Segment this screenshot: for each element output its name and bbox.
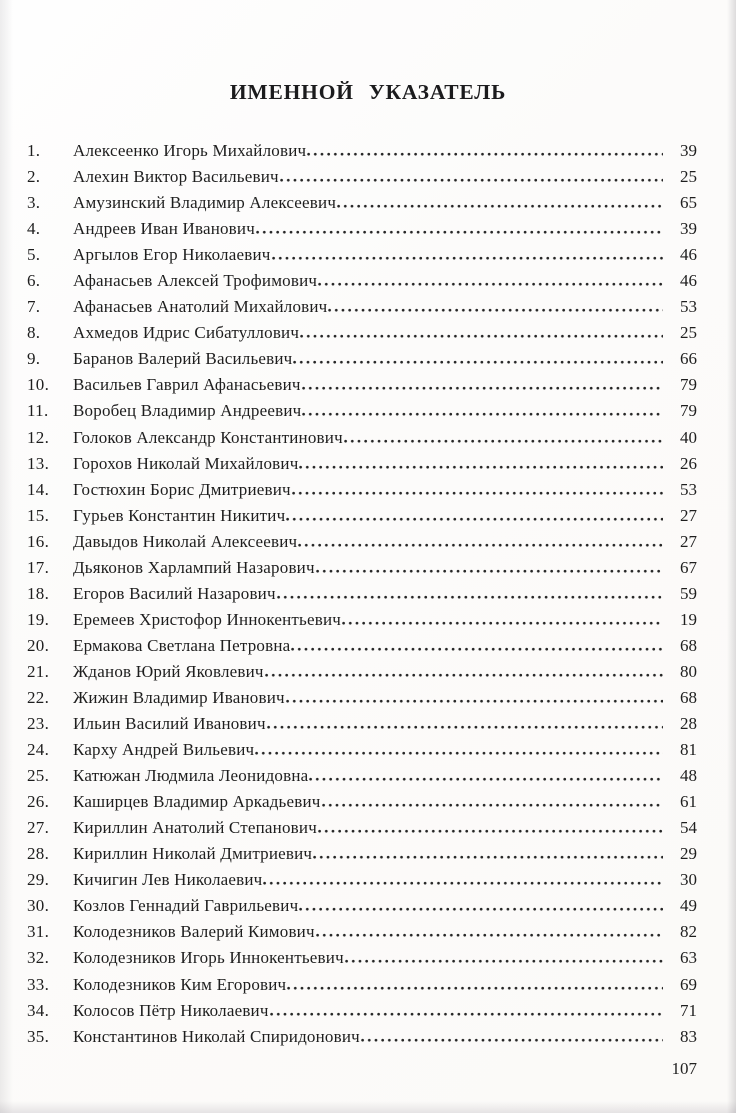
entry-name: Дьяконов Харлампий Назарович	[73, 557, 315, 577]
entry-number: 14.	[27, 479, 50, 499]
entry-page-number: 27	[680, 505, 697, 525]
index-entry	[27, 633, 697, 659]
entry-name: Ильин Василий Иванович	[73, 714, 266, 734]
entry-dot-leader	[322, 803, 663, 807]
index-entry	[27, 945, 697, 971]
index-entry	[27, 294, 697, 320]
entry-name: Андреев Иван Иванович	[73, 219, 255, 239]
index-entry	[27, 763, 697, 789]
entry-page-number: 25	[680, 167, 697, 187]
entry-dot-leader	[265, 673, 663, 677]
entry-page-number: 53	[680, 297, 697, 317]
entry-number: 31.	[27, 922, 50, 942]
entry-dot-leader	[313, 855, 663, 859]
index-entry	[27, 346, 697, 372]
entry-page-number: 63	[680, 948, 697, 968]
entry-number: 33.	[27, 974, 50, 994]
entry-page-number: 19	[680, 609, 697, 629]
entry-dot-leader	[293, 360, 663, 364]
index-entry	[27, 268, 697, 294]
entry-number: 16.	[27, 531, 50, 551]
entry-name: Воробец Владимир Андреевич	[73, 401, 302, 421]
entry-page-number: 26	[680, 453, 697, 473]
index-entry	[27, 320, 697, 346]
entry-name: Аргылов Егор Николаевич	[73, 245, 271, 265]
index-entry	[27, 529, 697, 555]
index-entry	[27, 841, 697, 867]
index-entry	[27, 998, 697, 1024]
entry-name: Еремеев Христофор Иннокентьевич	[73, 609, 341, 629]
entry-page-number: 68	[680, 635, 697, 655]
entry-page-number: 61	[680, 792, 697, 812]
entry-page-number: 82	[680, 922, 697, 942]
entry-dot-leader	[302, 412, 663, 416]
index-entry	[27, 893, 697, 919]
entry-number: 8.	[27, 323, 41, 343]
entry-number: 10.	[27, 375, 50, 395]
index-entry	[27, 372, 697, 398]
entry-number: 24.	[27, 740, 50, 760]
entry-page-number: 46	[680, 271, 697, 291]
entry-number: 15.	[27, 505, 50, 525]
index-entry	[27, 398, 697, 424]
entry-name: Васильев Гаврил Афанасьевич	[73, 375, 301, 395]
index-entry	[27, 164, 697, 190]
entry-number: 35.	[27, 1026, 50, 1046]
entry-page-number: 80	[680, 661, 697, 681]
entry-name: Алексеенко Игорь Михайлович	[73, 141, 307, 160]
entry-dot-leader	[316, 569, 663, 573]
entry-name: Кириллин Николай Дмитриевич	[73, 844, 313, 864]
entry-number: 29.	[27, 870, 50, 890]
entry-name: Козлов Геннадий Гаврильевич	[73, 896, 299, 916]
entry-page-number: 27	[680, 531, 697, 551]
entry-name: Голоков Александр Константинович	[73, 427, 343, 447]
index-entry	[27, 451, 697, 477]
entry-number: 20.	[27, 635, 50, 655]
index-entry	[27, 138, 697, 164]
entry-name: Жижин Владимир Иванович	[73, 687, 285, 707]
entry-name: Константинов Николай Спиридонович	[73, 1026, 360, 1046]
entry-dot-leader	[361, 1038, 663, 1042]
entry-name: Кириллин Анатолий Степанович	[73, 818, 317, 838]
entry-number: 21.	[27, 661, 50, 681]
page-title: ИМЕННОЙ УКАЗАТЕЛЬ	[229, 80, 507, 104]
index-entry	[27, 555, 697, 581]
entry-number: 23.	[27, 714, 50, 734]
entry-name: Афанасьев Анатолий Михайлович	[73, 297, 328, 317]
entry-number: 25.	[27, 766, 50, 786]
entry-page-number: 65	[680, 193, 697, 213]
entry-dot-leader	[302, 386, 663, 390]
index-list	[0, 138, 736, 1050]
entry-number: 17.	[27, 557, 50, 577]
entry-dot-leader	[267, 725, 663, 729]
index-entry	[27, 867, 697, 893]
entry-page-number: 79	[680, 401, 697, 421]
page-footer	[0, 1058, 736, 1080]
index-entry	[27, 242, 697, 268]
entry-page-number: 40	[680, 427, 697, 447]
entry-dot-leader	[318, 829, 663, 833]
entry-dot-leader	[309, 777, 663, 781]
entry-dot-leader	[300, 334, 663, 338]
entry-page-number: 81	[680, 740, 697, 760]
entry-number: 18.	[27, 583, 50, 603]
entry-dot-leader	[316, 933, 663, 937]
entry-dot-leader	[291, 647, 663, 651]
entry-name: Ахмедов Идрис Сибатуллович	[73, 323, 300, 343]
entry-name: Ермакова Светлана Петровна	[73, 635, 291, 655]
entry-dot-leader	[337, 204, 663, 208]
index-entry	[27, 503, 697, 529]
entry-number: 13.	[27, 453, 50, 473]
entry-dot-leader	[286, 517, 663, 521]
entry-name: Катюжан Людмила Леонидовна	[73, 766, 309, 786]
index-entry	[27, 659, 697, 685]
index-entry	[27, 1024, 697, 1050]
entry-dot-leader	[342, 621, 663, 625]
entry-dot-leader	[299, 907, 663, 911]
entry-number: 3.	[27, 193, 41, 213]
entry-number: 9.	[27, 349, 41, 369]
entry-number: 4.	[27, 219, 41, 239]
entry-name: Давыдов Николай Алексеевич	[73, 531, 298, 551]
entry-name: Колодезников Ким Егорович	[73, 974, 287, 994]
entry-page-number: 69	[680, 974, 697, 994]
entry-dot-leader	[263, 881, 663, 885]
entry-page-number: 29	[680, 844, 697, 864]
index-entry	[27, 685, 697, 711]
index-entry	[27, 477, 697, 503]
index-entry	[27, 789, 697, 815]
entry-dot-leader	[255, 751, 663, 755]
entry-page-number: 39	[680, 141, 697, 160]
entry-name: Карху Андрей Вильевич	[73, 740, 255, 760]
entry-dot-leader	[345, 959, 663, 963]
entry-page-number: 53	[680, 479, 697, 499]
entry-number: 28.	[27, 844, 50, 864]
entry-number: 12.	[27, 427, 50, 447]
entry-dot-leader	[318, 282, 663, 286]
entry-page-number: 54	[680, 818, 697, 838]
entry-name: Жданов Юрий Яковлевич	[73, 661, 264, 681]
index-entry	[27, 815, 697, 841]
entry-name: Алехин Виктор Васильевич	[73, 167, 279, 187]
entry-page-number: 68	[680, 687, 697, 707]
entry-page-number: 66	[680, 349, 697, 369]
entry-page-number: 49	[680, 896, 697, 916]
entry-dot-leader	[286, 699, 663, 703]
entry-page-number: 28	[680, 714, 697, 734]
entry-number: 27.	[27, 818, 50, 838]
entry-number: 7.	[27, 297, 41, 317]
entry-number: 5.	[27, 245, 41, 265]
entry-name: Баранов Валерий Васильевич	[73, 349, 293, 369]
entry-name: Амузинский Владимир Алексеевич	[73, 193, 337, 213]
index-entry	[27, 607, 697, 633]
entry-page-number: 79	[680, 375, 697, 395]
entry-name: Кичигин Лев Николаевич	[73, 870, 263, 890]
entry-dot-leader	[277, 595, 663, 599]
index-entry	[27, 972, 697, 998]
entry-name: Каширцев Владимир Аркадьевич	[73, 792, 321, 812]
entry-page-number: 25	[680, 323, 697, 343]
entry-page-number: 67	[680, 557, 697, 577]
entry-dot-leader	[298, 543, 663, 547]
entry-number: 2.	[27, 167, 41, 187]
entry-dot-leader	[256, 230, 663, 234]
entry-number: 19.	[27, 609, 50, 629]
entry-dot-leader	[292, 491, 663, 495]
entry-number: 22.	[27, 687, 50, 707]
index-entry	[27, 737, 697, 763]
entry-name: Горохов Николай Михайлович	[73, 453, 299, 473]
entry-page-number: 59	[680, 583, 697, 603]
entry-page-number: 48	[680, 766, 697, 786]
page-number: 107	[671, 1058, 697, 1078]
entry-number: 34.	[27, 1000, 50, 1020]
entry-dot-leader	[280, 178, 663, 182]
index-entry	[27, 190, 697, 216]
entry-number: 1.	[27, 141, 41, 160]
entry-name: Колодезников Игорь Иннокентьевич	[73, 948, 344, 968]
entry-dot-leader	[270, 1012, 663, 1016]
entry-name: Колосов Пётр Николаевич	[73, 1000, 269, 1020]
index-entry	[27, 581, 697, 607]
index-entry	[27, 919, 697, 945]
entry-dot-leader	[287, 986, 663, 990]
entry-page-number: 39	[680, 219, 697, 239]
entry-name: Гурьев Константин Никитич	[73, 505, 286, 525]
entry-name: Афанасьев Алексей Трофимович	[73, 271, 318, 291]
entry-name: Колодезников Валерий Кимович	[73, 922, 315, 942]
entry-dot-leader	[307, 152, 663, 156]
entry-number: 32.	[27, 948, 50, 968]
entry-dot-leader	[328, 308, 663, 312]
entry-name: Гостюхин Борис Дмитриевич	[73, 479, 291, 499]
entry-page-number: 46	[680, 245, 697, 265]
entry-number: 26.	[27, 792, 50, 812]
entry-page-number: 83	[680, 1026, 697, 1046]
entry-page-number: 30	[680, 870, 697, 890]
entry-number: 11.	[27, 401, 49, 421]
entry-number: 6.	[27, 271, 41, 291]
entry-dot-leader	[344, 439, 663, 443]
entry-dot-leader	[272, 256, 663, 260]
entry-page-number: 71	[680, 1000, 697, 1020]
index-entry	[27, 216, 697, 242]
entry-number: 30.	[27, 896, 50, 916]
entry-name: Егоров Василий Назарович	[73, 583, 276, 603]
index-entry	[27, 711, 697, 737]
entry-dot-leader	[299, 465, 663, 469]
index-entry	[27, 425, 697, 451]
